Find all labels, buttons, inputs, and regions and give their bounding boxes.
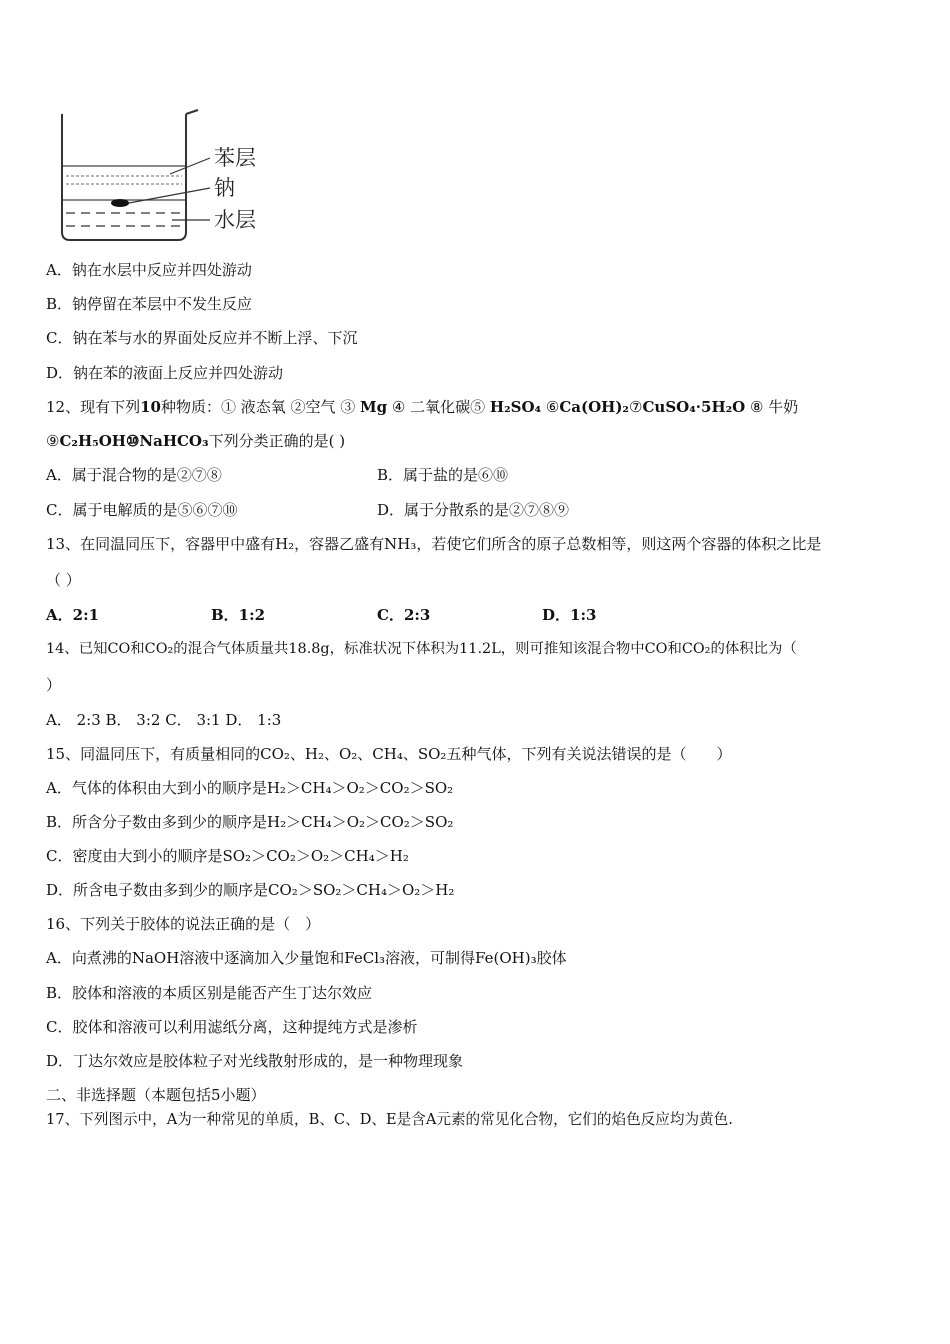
beaker-diagram <box>52 108 282 248</box>
q11-option-b: B．钠停留在苯层中不发生反应 <box>46 295 253 313</box>
q14-options: A． 2:3 B． 3:2 C． 3:1 D． 1:3 <box>46 711 282 729</box>
q12-option-c: C．属于电解质的是⑤⑥⑦⑩ <box>46 501 238 519</box>
q12-option-b: B．属于盐的是⑥⑩ <box>377 466 509 484</box>
q16-option-d: D．丁达尔效应是胶体粒子对光线散射形成的，是一种物理现象 <box>46 1052 464 1070</box>
label-benzene-layer: 苯层 <box>214 146 256 170</box>
q12-option-d: D．属于分散系的是②⑦⑧⑨ <box>377 501 570 519</box>
q16-option-c: C．胶体和溶液可以利用滤纸分离，这种提纯方式是渗析 <box>46 1018 418 1036</box>
sodium-piece <box>111 199 129 207</box>
q15-option-a: A．气体的体积由大到小的顺序是H₂＞CH₄＞O₂＞CO₂＞SO₂ <box>46 779 454 797</box>
q12-stem-line1: 12、现有下列10种物质：① 液态氧 ②空气 ③ Mg ④ 二氧化碳⑤ H₂SO₄ ⑥Ca(OH)₂⑦CuSO₄·5H₂O ⑧ 牛奶 <box>46 398 799 416</box>
q13-option-a: A．2:1 <box>46 606 100 624</box>
q13-stem-line2: （ ） <box>46 571 81 589</box>
section-title: 二、非选择题（本题包括5小题） <box>46 1086 266 1104</box>
q11-option-a: A．钠在水层中反应并四处游动 <box>46 261 252 279</box>
q14-stem-line1: 14、已知CO和CO₂的混合气体质量共18.8g，标准状况下体积为11.2L，则可推知该混合物中CO和CO₂的体积比为（ <box>46 641 797 657</box>
q13-option-b: B．1:2 <box>211 606 266 624</box>
q14-stem-line2: ） <box>46 676 62 694</box>
q13-option-d: D．1:3 <box>542 606 597 624</box>
label-sodium: 钠 <box>214 176 235 200</box>
q13-option-c: C．2:3 <box>377 606 431 624</box>
q11-option-d: D．钠在苯的液面上反应并四处游动 <box>46 364 284 382</box>
q15-option-c: C．密度由大到小的顺序是SO₂＞CO₂＞O₂＞CH₄＞H₂ <box>46 847 409 865</box>
q11-option-c: C．钠在苯与水的界面处反应并不断上浮、下沉 <box>46 329 358 347</box>
q12-stem-line2: ⑨C₂H₅OH⑩NaHCO₃下列分类正确的是( ) <box>46 432 346 450</box>
label-water-layer: 水层 <box>214 208 256 232</box>
q15-option-d: D．所含电子数由多到少的顺序是CO₂＞SO₂＞CH₄＞O₂＞H₂ <box>46 881 455 899</box>
q16-stem: 16、下列关于胶体的说法正确的是（ ） <box>46 915 321 933</box>
q15-option-b: B．所含分子数由多到少的顺序是H₂＞CH₄＞O₂＞CO₂＞SO₂ <box>46 813 454 831</box>
q12-option-a: A．属于混合物的是②⑦⑧ <box>46 466 222 484</box>
q15-stem: 15、同温同压下，有质量相同的CO₂、H₂、O₂、CH₄、SO₂五种气体，下列有关说法错误的是（ ） <box>46 745 732 763</box>
q16-option-a: A．向煮沸的NaOH溶液中逐滴加入少量饱和FeCl₃溶液，可制得Fe(OH)₃胶体 <box>46 949 567 967</box>
q16-option-b: B．胶体和溶液的本质区别是能否产生丁达尔效应 <box>46 984 373 1002</box>
q13-stem-line1: 13、在同温同压下，容器甲中盛有H₂，容器乙盛有NH₃，若使它们所含的原子总数相等，则这两个容器的体积之比是 <box>46 535 822 553</box>
q17-stem: 17、下列图示中，A为一种常见的单质，B、C、D、E是含A元素的常见化合物，它们的焰色反应均为黄色. <box>46 1111 733 1128</box>
